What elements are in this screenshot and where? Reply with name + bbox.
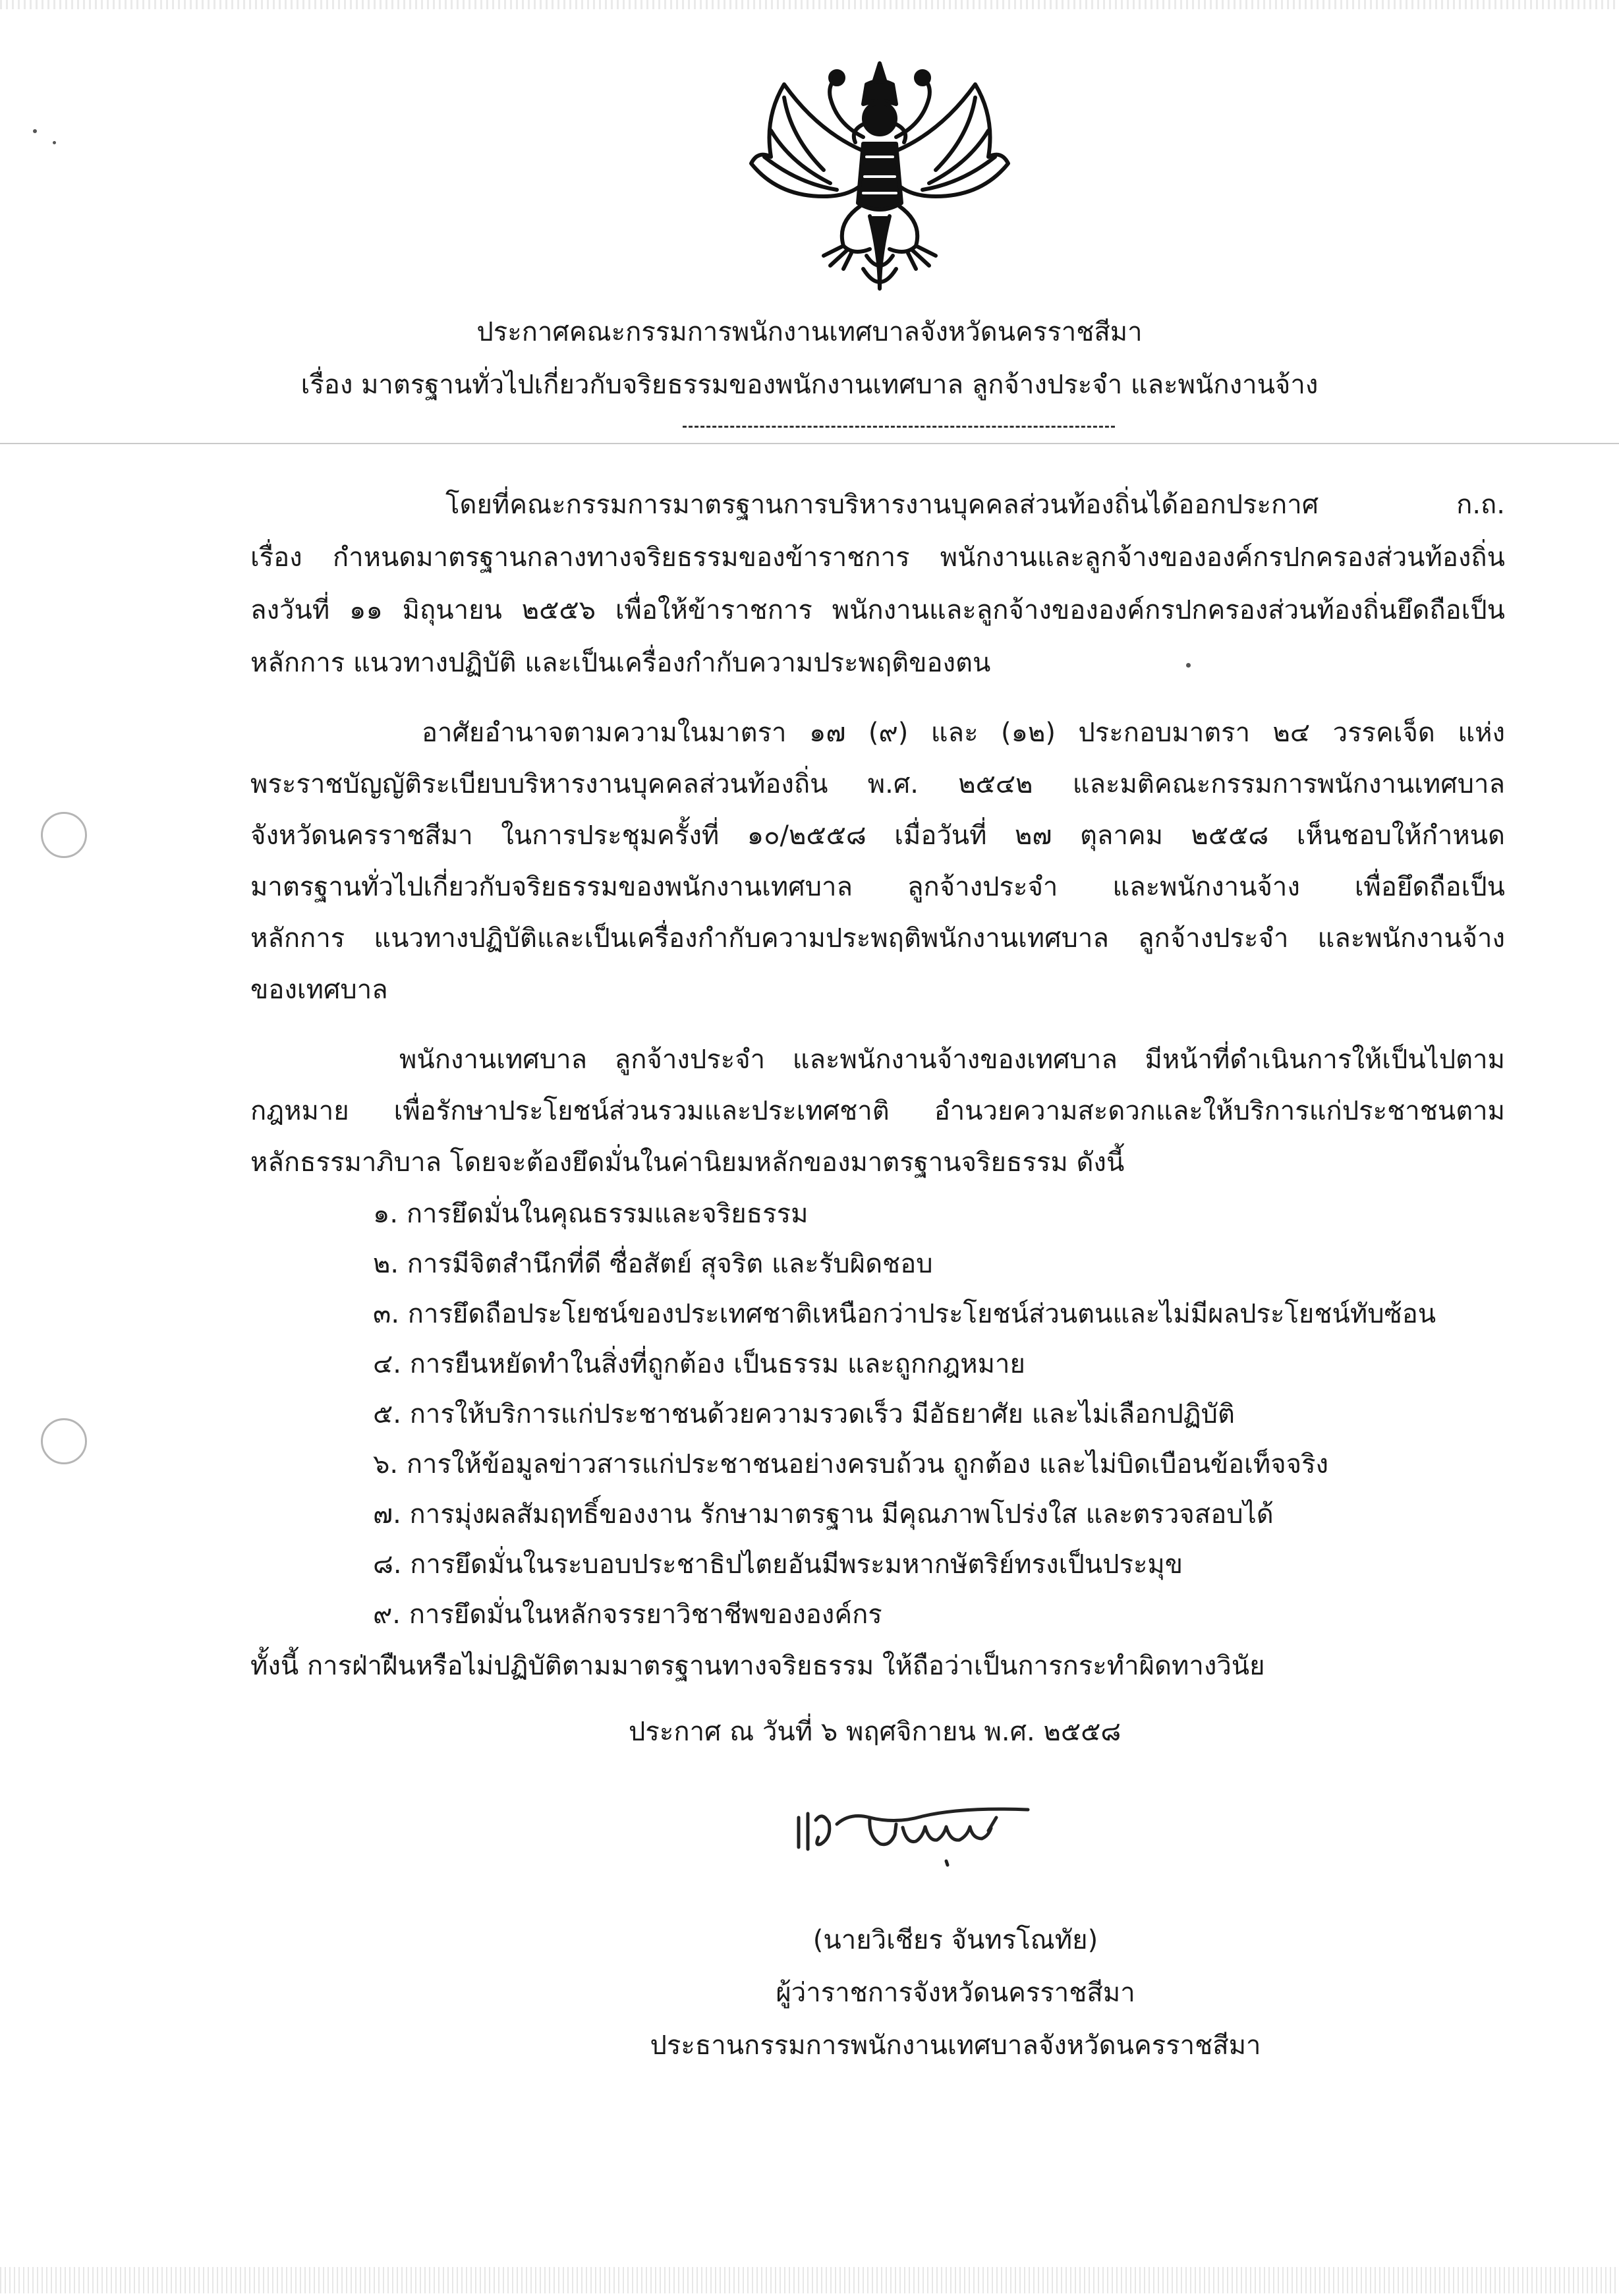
scan-edge-bottom: [0, 2267, 1619, 2293]
list-item: ๑. การยึดมั่นในคุณธรรมและจริยธรรม: [373, 1199, 809, 1229]
list-item: ๔. การยืนหยัดทำในสิ่งที่ถูกต้อง เป็นธรรม และถูกกฎหมาย: [373, 1349, 1025, 1379]
list-item: ๓. การยึดถือประโยชน์ของประเทศชาติเหนือกว่าประโยชน์ส่วนตนและไม่มีผลประโยชน์ทับซ้อน: [373, 1299, 1436, 1329]
list-item: ๒. การมีจิตสำนึกที่ดี ซื่อสัตย์ สุจริต และรับผิดชอบ: [373, 1249, 933, 1279]
paragraph-line: อาศัยอำนาจตามความในมาตรา ๑๗ (๙) และ (๑๒) ประกอบมาตรา ๒๔ วรรคเจ็ด แห่ง: [422, 718, 1505, 748]
announcement-title: ประกาศคณะกรรมการพนักงานเทศบาลจังหวัดนครราชสีมา: [476, 317, 1143, 347]
signatory-chair-position: ประธานกรรมการพนักงานเทศบาลจังหวัดนครราชสีมา: [650, 2030, 1261, 2061]
punch-hole-icon: [41, 1418, 87, 1464]
signatory-name: (นายวิเชียร จันทรโณทัย): [812, 1925, 1098, 1955]
punch-hole-icon: [41, 812, 87, 858]
closing-statement: ทั้งนี้ การฝ่าฝืนหรือไม่ปฏิบัติตามมาตรฐานทางจริยธรรม ให้ถือว่าเป็นการกระทำผิดทางวินัย: [250, 1651, 1265, 1681]
list-item: ๕. การให้บริการแก่ประชาชนด้วยความรวดเร็ว มีอัธยาศัย และไม่เลือกปฏิบัติ: [373, 1399, 1235, 1429]
paragraph-line: เรื่อง กำหนดมาตรฐานกลางทางจริยธรรมของข้าราชการ พนักงานและลูกจ้างขององค์กรปกครองส่วนท้องถิ่น: [250, 542, 1505, 573]
list-item: ๘. การยึดมั่นในระบอบประชาธิปไตยอันมีพระมหากษัตริย์ทรงเป็นประมุข: [373, 1549, 1183, 1580]
paragraph-line: พนักงานเทศบาล ลูกจ้างประจำ และพนักงานจ้างของเทศบาล มีหน้าที่ดำเนินการให้เป็นไปตาม: [399, 1045, 1505, 1075]
announcement-subject: เรื่อง มาตรฐานทั่วไปเกี่ยวกับจริยธรรมของพนักงานเทศบาล ลูกจ้างประจำ และพนักงานจ้าง: [300, 370, 1319, 400]
garuda-emblem-icon: [738, 58, 1021, 302]
list-item: ๖. การให้ข้อมูลข่าวสารแก่ประชาชนอย่างครบถ้วน ถูกต้อง และไม่บิดเบือนข้อเท็จจริง: [373, 1449, 1329, 1479]
scan-rule: [0, 443, 1619, 444]
paragraph-line: พระราชบัญญัติระเบียบบริหารงานบุคคลส่วนท้องถิ่น พ.ศ. ๒๕๔๒ และมติคณะกรรมการพนักงานเทศบาล: [250, 769, 1505, 799]
paragraph-line: มาตรฐานทั่วไปเกี่ยวกับจริยธรรมของพนักงานเทศบาล ลูกจ้างประจำ และพนักงานจ้าง เพื่อยึดถือเป็น: [250, 872, 1505, 902]
paragraph-line: ลงวันที่ ๑๑ มิถุนายน ๒๕๕๖ เพื่อให้ข้าราชการ พนักงานและลูกจ้างขององค์กรปกครองส่วนท้องถิ่นยึดถือเป็น: [250, 595, 1505, 625]
scan-speck: [53, 141, 56, 144]
list-item: ๗. การมุ่งผลสัมฤทธิ์ของงาน รักษามาตรฐาน มีคุณภาพโปร่งใส และตรวจสอบได้: [373, 1499, 1274, 1530]
announcement-date: ประกาศ ณ วันที่ ๖ พฤศจิกายน พ.ศ. ๒๕๕๘: [629, 1717, 1122, 1747]
scan-edge-top: [0, 0, 1619, 9]
paragraph-line: จังหวัดนครราชสีมา ในการประชุมครั้งที่ ๑๐/๒๕๕๘ เมื่อวันที่ ๒๗ ตุลาคม ๒๕๕๘ เห็นชอบให้กำหนด: [250, 820, 1505, 851]
scan-speck: [1186, 663, 1191, 668]
scan-speck: [33, 129, 37, 133]
signature-icon: [791, 1798, 1100, 1870]
paragraph-line: ของเทศบาล: [250, 975, 388, 1005]
list-item: ๙. การยึดมั่นในหลักจรรยาวิชาชีพขององค์กร: [373, 1599, 882, 1630]
signatory-position: ผู้ว่าราชการจังหวัดนครราชสีมา: [776, 1978, 1135, 2008]
header-dashed-divider: [683, 426, 1115, 428]
paragraph-line: โดยที่คณะกรรมการมาตรฐานการบริหารงานบุคคลส่วนท้องถิ่นได้ออกประกาศ ก.ถ.: [445, 490, 1505, 520]
paragraph-line: หลักการ แนวทางปฏิบัติและเป็นเครื่องกำกับความประพฤติพนักงานเทศบาล ลูกจ้างประจำ และพนักงานจ้าง: [250, 923, 1505, 954]
paragraph-line: หลักธรรมาภิบาล โดยจะต้องยึดมั่นในค่านิยมหลักของมาตรฐานจริยธรรม ดังนี้: [250, 1147, 1125, 1178]
paragraph-line: กฎหมาย เพื่อรักษาประโยชน์ส่วนรวมและประเทศชาติ อำนวยความสะดวกและให้บริการแก่ประชาชนตาม: [250, 1096, 1505, 1126]
paragraph-line: หลักการ แนวทางปฏิบัติ และเป็นเครื่องกำกับความประพฤติของตน: [250, 648, 991, 678]
